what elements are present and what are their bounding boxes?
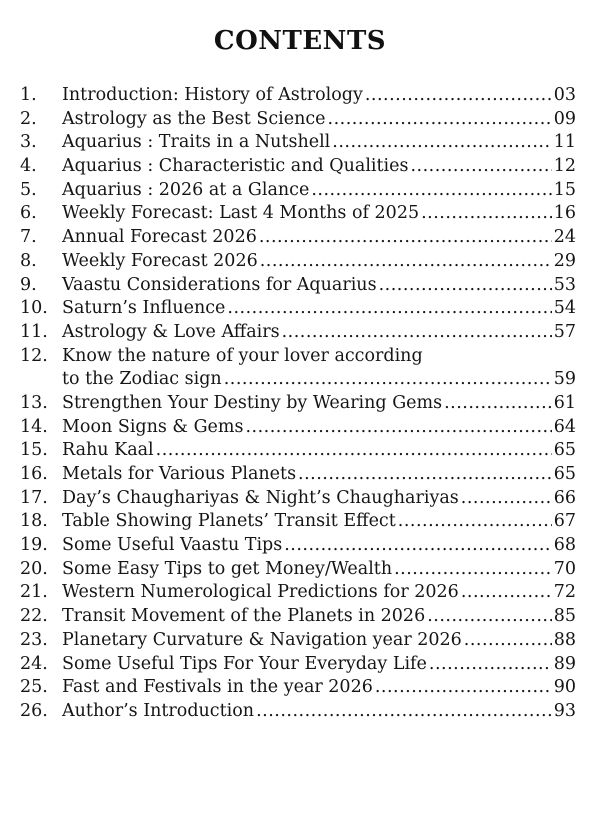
entry-number: 18.	[20, 511, 48, 532]
entry-page-number: 57	[553, 321, 576, 342]
toc-entry	[20, 510, 576, 534]
entry-page-number: 66	[553, 487, 576, 508]
entry-title: to the Zodiac sign	[62, 369, 222, 390]
entry-title: Transit Movement of the Planets in 2026	[62, 606, 426, 627]
entry-number: 1.	[20, 85, 37, 105]
entry-title: Fast and Festivals in the year 2026	[62, 677, 373, 698]
toc-entry	[20, 108, 576, 132]
dot-leader	[282, 321, 552, 345]
entry-number: 3.	[20, 132, 37, 153]
entry-page-number: 15	[553, 179, 576, 200]
entry-number: 12.	[20, 345, 48, 366]
entry-number: 24.	[20, 653, 48, 674]
entry-number: 8.	[20, 250, 37, 271]
entry-page-number: 16	[553, 203, 576, 224]
toc-entry	[20, 605, 576, 629]
entry-page-number: 09	[553, 108, 576, 129]
dot-leader	[398, 510, 552, 534]
dot-leader	[298, 463, 552, 487]
entry-number: 13.	[20, 392, 48, 413]
entry-page-number: 67	[553, 511, 576, 532]
entry-page-number: 89	[553, 653, 576, 674]
toc-entry	[20, 439, 576, 463]
entry-title: Astrology & Love Affairs	[62, 321, 280, 342]
dot-leader	[464, 629, 552, 653]
entry-title: Rahu Kaal	[62, 440, 154, 461]
entry-title: Author’s Introduction	[62, 700, 255, 721]
toc-entry	[20, 274, 576, 298]
entry-title: Weekly Forecast: Last 4 Months of 2025	[62, 203, 420, 224]
page-title: CONTENTS	[213, 26, 387, 56]
toc-entry	[20, 131, 576, 155]
entry-number: 15.	[20, 440, 48, 461]
entry-page-number: 70	[553, 558, 576, 579]
entry-page-number: 85	[553, 606, 576, 627]
toc-entry	[20, 202, 576, 226]
dot-leader	[444, 392, 552, 416]
entry-title: Aquarius : 2026 at a Glance	[62, 179, 310, 200]
entry-page-number: 24	[553, 227, 576, 248]
entry-title: Planetary Curvature & Navigation year 2026	[62, 629, 462, 650]
entry-title: Day’s Chaughariyas & Night’s Chaughariyas	[62, 487, 459, 508]
dot-leader	[311, 179, 551, 203]
entry-title: Some Useful Tips For Your Everyday Life	[62, 653, 427, 674]
entry-title: Metals for Various Planets	[62, 464, 297, 484]
dot-leader	[227, 297, 551, 321]
entry-page-number: 54	[553, 298, 576, 319]
entry-number: 21.	[20, 582, 48, 603]
entry-number: 4.	[20, 156, 37, 177]
toc-entry	[20, 297, 576, 321]
entry-number: 9.	[20, 274, 37, 295]
entry-title: Some Easy Tips to get Money/Wealth	[62, 558, 393, 579]
entry-title: Astrology as the Best Science	[62, 108, 326, 129]
entry-title: Moon Signs & Gems	[62, 416, 244, 437]
dot-leader	[427, 605, 552, 629]
entry-page-number: 90	[553, 677, 576, 698]
entry-page-number: 68	[553, 535, 576, 556]
entry-title: Annual Forecast 2026	[62, 227, 257, 248]
toc-entry	[20, 321, 576, 345]
dot-leader	[284, 534, 551, 558]
dot-leader	[461, 581, 552, 605]
entry-page-number: 12	[553, 156, 576, 177]
toc-entry-continuation	[20, 368, 576, 392]
entry-number: 26.	[20, 700, 48, 721]
entry-number: 2.	[20, 108, 37, 129]
dot-leader	[332, 131, 551, 155]
toc-entry	[20, 558, 576, 582]
entry-number: 25.	[20, 677, 48, 698]
toc-entry	[20, 676, 576, 700]
table-of-contents	[20, 84, 576, 724]
toc-entry	[20, 700, 576, 724]
entry-title: Introduction: History of Astrology	[62, 85, 363, 105]
entry-title: Table Showing Planets’ Transit Effect	[62, 511, 396, 532]
entry-number: 6.	[20, 203, 37, 224]
entry-number: 16.	[20, 464, 48, 484]
dot-leader	[365, 84, 552, 108]
toc-entry	[20, 653, 576, 677]
toc-entry	[20, 581, 576, 605]
entry-page-number: 61	[553, 392, 576, 413]
toc-entry	[20, 416, 576, 440]
dot-leader	[421, 202, 552, 226]
dot-leader	[461, 487, 552, 511]
dot-leader	[245, 416, 551, 440]
dot-leader	[379, 274, 552, 298]
entry-page-number: 88	[553, 629, 576, 650]
entry-page-number: 65	[553, 440, 576, 461]
entry-title: Aquarius : Traits in a Nutshell	[62, 132, 331, 153]
toc-entry	[20, 226, 576, 250]
entry-page-number: 93	[553, 700, 576, 721]
toc-entry	[20, 463, 576, 487]
entry-page-number: 11	[553, 132, 576, 153]
toc-entry	[20, 534, 576, 558]
toc-entry	[20, 179, 576, 203]
entry-page-number: 72	[553, 582, 576, 603]
entry-title-line1: Know the nature of your lover according	[62, 345, 423, 366]
entry-number: 17.	[20, 487, 48, 508]
dot-leader	[256, 700, 552, 724]
entry-number: 23.	[20, 629, 48, 650]
entry-number: 10.	[20, 298, 48, 319]
dot-leader	[259, 226, 552, 250]
entry-page-number: 59	[553, 369, 576, 390]
entry-title: Saturn’s Influence	[62, 298, 226, 319]
dot-leader	[375, 676, 552, 700]
dot-leader	[224, 368, 552, 392]
dot-leader	[328, 108, 552, 132]
dot-leader	[410, 155, 551, 179]
entry-number: 20.	[20, 558, 48, 579]
toc-entry	[20, 84, 576, 108]
toc-entry	[20, 487, 576, 511]
entry-title: Aquarius : Characteristic and Qualities	[62, 156, 409, 177]
entry-page-number: 64	[553, 416, 576, 437]
entry-title: Some Useful Vaastu Tips	[62, 535, 283, 556]
entry-number: 5.	[20, 179, 37, 200]
entry-title: Western Numerological Predictions for 2026	[62, 582, 459, 603]
entry-number: 11.	[20, 321, 48, 342]
entry-page-number: 53	[553, 274, 576, 295]
toc-entry	[20, 629, 576, 653]
toc-entry	[20, 155, 576, 179]
entry-number: 22.	[20, 606, 48, 627]
dot-leader	[260, 250, 552, 274]
dot-leader	[429, 653, 552, 677]
toc-entry	[20, 392, 576, 416]
toc-entry	[20, 250, 576, 274]
entry-number: 7.	[20, 227, 37, 248]
entry-title: Vaastu Considerations for Aquarius	[62, 274, 377, 295]
entry-page-number: 65	[553, 464, 576, 484]
entry-page-number: 29	[553, 250, 576, 271]
entry-number: 14.	[20, 416, 48, 437]
entry-title: Weekly Forecast 2026	[62, 250, 258, 271]
dot-leader	[394, 558, 552, 582]
entry-page-number: 03	[553, 85, 576, 105]
dot-leader	[156, 439, 552, 463]
entry-number: 19.	[20, 535, 48, 556]
toc-entry	[20, 345, 576, 369]
entry-title: Strengthen Your Destiny by Wearing Gems	[62, 392, 443, 413]
